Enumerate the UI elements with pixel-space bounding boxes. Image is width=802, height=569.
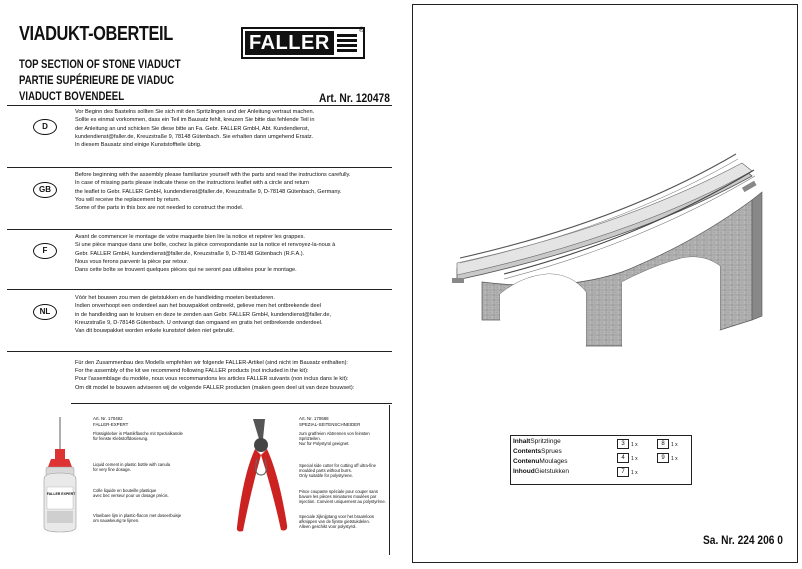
recommendation-text: Für den Zusammenbau des Modells empfehlen wir folgende FALLER-Artikel (sind nicht im Bausatz enthalten): For the assembly of the kit we recommend following FALLER products (not included in the kit): Pour l'assemblage du modèle, nous vous recommandons les articles FALLER suivants (non inclus dans le kit): Om dit model te bouwen adviseren wij de volgende FALLER producten (maken geen deel uit van deze bouwset): bbox=[75, 360, 355, 391]
contents-row-nl: InhoudGietstukken bbox=[513, 468, 569, 475]
instructions-gb: Before beginning with the assembly please familiarize yourself with the parts and read the instructions carefully. In case of missing parts please indicate these on the instructions leaflet with a circle and return the leaflet to Gebr. FALLER GmbH, kundendienst@faller.de, Kreuzstraße 9, D-78148 Gütenbach, Germany. You will receive the replacement by return. Some of the parts in this box are not needed to construct the model. bbox=[75, 172, 351, 212]
divider bbox=[7, 289, 392, 290]
product-title: Art. Nr. 170492 FALLER-EXPERT bbox=[93, 416, 129, 427]
sprue-count: 4 bbox=[617, 453, 629, 463]
product-desc-nl: Speciale zijknijptang voor het braamloos afknippen van de fijnste gietstukdelen. Alleen geschikt voor polystyrol. bbox=[299, 514, 374, 530]
glue-bottle-label: FALLER EXPERT bbox=[46, 492, 76, 496]
instructions-de: Vor Beginn des Bastelns sollten Sie sich mit den Spritzlingen und der Anleitung vertraut machen. Sollte es einmal vorkommen, dass ein Teil im Bausatz fehlt, kreuzen Sie bitte das fehlende Teil in der Anleitung an und schicken Sie diese bitte an Fa. Gebr. FALLER GmbH, Abt. Kundendienst, kundendienst@faller.de, Kreuzstraße 9, 78148 Gütenbach. Sie erhalten dann umgehend Ersatz. In diesem Bausatz sind einige Kunststoffteile übrig. bbox=[75, 109, 315, 149]
divider bbox=[7, 229, 392, 230]
sprue-qty: 1 x bbox=[671, 456, 678, 462]
subtitle-fr: PARTIE SUPÉRIEURE DE VIADUC bbox=[19, 73, 175, 87]
logo-bars-icon bbox=[337, 34, 357, 52]
sprue-qty: 1 x bbox=[631, 456, 638, 462]
subtitle-nl: VIADUCT BOVENDEEL bbox=[19, 89, 125, 103]
divider bbox=[7, 167, 392, 168]
sprue-count: 8 bbox=[657, 439, 669, 449]
glue-bottle-icon bbox=[37, 415, 83, 535]
language-badge-de: D bbox=[33, 119, 57, 135]
sprue-qty: 1 x bbox=[631, 470, 638, 476]
product-desc-nl: Vloeibare lijm in plastic-flacon met doseerbuisje om nauwkeurig te lijmen. bbox=[93, 513, 182, 524]
language-badge-nl: NL bbox=[33, 304, 57, 320]
logo-wordmark: FALLER bbox=[245, 31, 334, 55]
divider bbox=[7, 105, 392, 106]
viaduct-model-icon bbox=[452, 140, 792, 350]
divider bbox=[7, 351, 392, 352]
contents-row-de: InhaltSpritzlinge bbox=[513, 438, 561, 445]
product-desc-fr: Pince coupante spéciale pour couper sans bavure les pièces miniatures moulées par injection. Convient uniquement au polystyrène. bbox=[299, 489, 386, 505]
logo-registered-mark: ® bbox=[358, 27, 364, 34]
contents-box bbox=[510, 435, 692, 485]
sprue-count: 7 bbox=[617, 467, 629, 477]
language-badge-fr: F bbox=[33, 243, 57, 259]
left-page bbox=[6, 4, 392, 563]
instructions-nl: Vóór het bouwen zou men de gietstukken en de handleiding moeten bestuderen. Indien onverhoopt een onderdeel aan het bouwpakket ontbreekt, gelieve men het ontbrekende deel in de handleiding aan te kruisen en deze te zenden aan Gebr. FALLER GmbH, kundendienst@faller.de, Kreuzstraße 9, D-78148 Gütenbach. U ontvangt dan omgaand en gratis het ontbrekende onderdeel. Van dit bouwpakket worden enkele kunststof delen niet gebruikt. bbox=[75, 295, 332, 335]
set-number: Sa. Nr. 224 206 0 bbox=[703, 533, 783, 547]
product-desc-fr: Colle liquide en bouteille plastique avec bec verseur pour un dosage précis. bbox=[93, 488, 169, 499]
sprue-qty: 1 x bbox=[631, 442, 638, 448]
sprue-count: 3 bbox=[617, 439, 629, 449]
product-desc-de: Flüssigkleber in Plastikflasche mit Spezialkanüle für feinste Klebstoffdosierung. bbox=[93, 431, 183, 442]
divider bbox=[71, 403, 392, 404]
product-desc-en: Liquid cement in plastic bottle with canula for very fine dosage. bbox=[93, 462, 171, 473]
sprue-count: 9 bbox=[657, 453, 669, 463]
product-desc-en: Special side cutter for cutting off ultra-fine moulded parts without burrs. Only suitable for polystyrene. bbox=[299, 463, 376, 479]
contents-row-en: ContentsSprues bbox=[513, 448, 562, 455]
contents-row-fr: ContenuMoulages bbox=[513, 458, 568, 465]
page-edge bbox=[389, 405, 393, 555]
product-title: Art. Nr. 170688 SPEZIAL-SEITENSCHNEIDER bbox=[299, 416, 361, 427]
article-number: Art. Nr. 120478 bbox=[319, 91, 390, 105]
page-title: VIADUKT-OBERTEIL bbox=[19, 23, 173, 45]
faller-logo bbox=[241, 27, 365, 59]
sprue-qty: 1 x bbox=[671, 442, 678, 448]
subtitle-en: TOP SECTION OF STONE VIADUCT bbox=[19, 57, 181, 71]
product-desc-de: zum gratfreien Abtrennen von feinsten Spritzteilen. Nur für Polystyrol geeignet. bbox=[299, 431, 370, 447]
language-badge-gb: GB bbox=[33, 182, 57, 198]
side-cutter-icon bbox=[223, 415, 299, 535]
instructions-fr: Avant de commencer le montage de votre maquette bien lire la notice et repérer les grappes. Si une pièce manque dans une boîte, cochez la pièce correspondante sur la notice et renvoyez-la-nous à Gebr. FALLER GmbH, kundendienst@faller.de, Kreuzstraße 9, D-78148 Gütenbach (R.F.A.). Nous vous ferons parvenir la pièce par retour. Dans cette boîte se trouvent quelques pièces qui ne seront pas utilisées pour le montage. bbox=[75, 234, 336, 274]
